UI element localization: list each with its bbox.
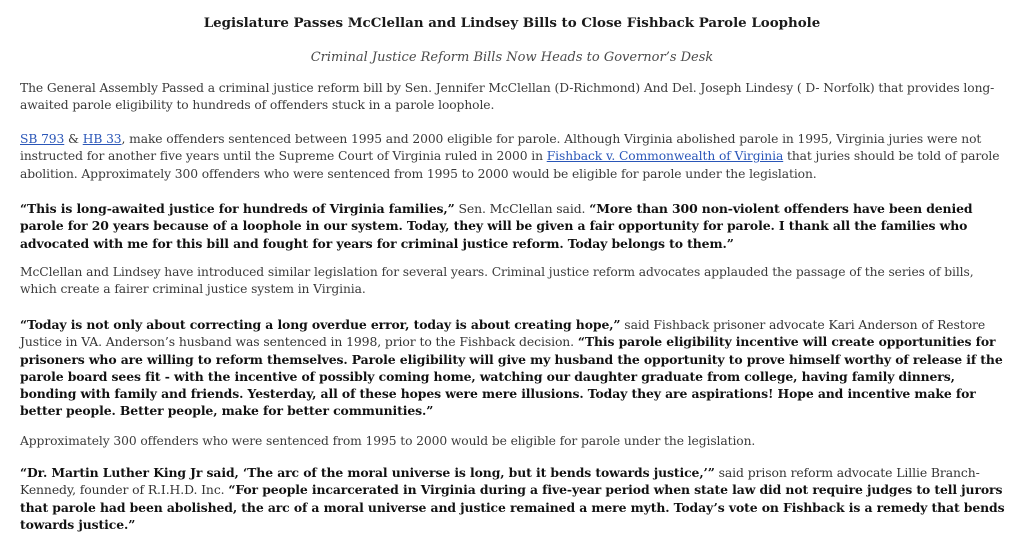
bills-text-2: that juries should be told of parole abolition. Approximately 300 offenders who were sentenced from 1995 to 2000 would be eligible for parole under the legislation. — [20, 149, 1000, 181]
sb-793-link[interactable]: SB 793 — [20, 132, 65, 146]
paragraph-eligibility: Approximately 300 offenders who were sentenced from 1995 to 2000 would be eligible for parole under the legislation. — [20, 434, 756, 448]
bills-text-1: , make offenders sentenced between 1995 and 2000 eligible for parole. Although Virginia abolished parole in 1995, Virginia juries were not instructed for another five years until the Supreme Court of Virginia ruled in 2000 in — [20, 132, 982, 164]
paragraph-branch-kennedy-quote — [20, 464, 1010, 533]
mcclellan-quote-2: “More than 300 non-violent offenders have been denied parole for 20 years because of a loophole in our system. Today, they will be given a fair opportunity for parole. I thank all the families who advocated with me for this bill and fought for years for criminal justice reform. Today belongs to them.” — [20, 201, 973, 251]
paragraph-intro: The General Assembly Passed a criminal justice reform bill by Sen. Jennifer McClellan (D-Richmond) And Del. Joseph Lindesy ( D- Norfolk) that provides long-awaited parole eligibility to hundreds of offenders stuck in a parole loophole. — [20, 81, 995, 113]
branch-kennedy-attribution: said prison reform advocate Lillie Branch-Kennedy, founder of R.I.H.D. Inc. — [20, 465, 980, 498]
mcclellan-quote-1: “This is long-awaited justice for hundreds of Virginia families,” — [20, 201, 455, 216]
subheadline: Criminal Justice Reform Bills Now Heads to Governor’s Desk — [310, 50, 714, 65]
branch-kennedy-quote: “For people incarcerated in Virginia during a five-year period when state law did not require judges to tell jurors that parole had been abolished, the arc of a moral universe and justice remained a mere myth. Today’s vote on Fishback is a remedy that bends towards justice.” — [20, 482, 1005, 532]
anderson-attribution: said Fishback prisoner advocate Kari Anderson of Restore Justice in VA. Anderson’s husband was sentenced in 1998, prior to the Fishback decision. — [20, 317, 986, 350]
mcclellan-attribution: Sen. McClellan said. — [454, 201, 590, 216]
anderson-quote-2: “This parole eligibility incentive will create opportunities for prisoners who are willing to reform themselves. Parole eligibility will give my husband the opportunity to prove himself worthy of release if the parole board sees fit - with the incentive of possibly coming home, watching our daughter graduate from college, having family dinners, bonding with family and friends. Yesterday, all of these hopes were mere illusions. Today they are aspirations! Hope and incentive make for better people. Better people, make for better communities.” — [20, 334, 1003, 419]
headline: Legislature Passes McClellan and Lindsey Bills to Close Fishback Parole Loophole — [203, 15, 821, 31]
hb-33-link[interactable]: HB 33 — [82, 132, 122, 146]
ampersand-text: & — [64, 132, 83, 146]
king-quote: “Dr. Martin Luther King Jr said, ‘The arc of the moral universe is long, but it bends towards justice,’” — [20, 465, 715, 480]
paragraph-advocates: McClellan and Lindsey have introduced similar legislation for several years. Criminal justice reform advocates applauded the passage of the series of bills, which create a fairer criminal justice system in Virginia. — [20, 265, 974, 297]
fishback-case-link[interactable]: Fishback v. Commonwealth of Virginia — [546, 149, 784, 164]
anderson-quote-1: “Today is not only about correcting a long overdue error, today is about creating hope,” — [20, 317, 621, 332]
paragraph-mcclellan-quote — [20, 200, 1010, 252]
paragraph-anderson-quote — [20, 316, 1010, 420]
paragraph-bills — [20, 131, 1010, 183]
